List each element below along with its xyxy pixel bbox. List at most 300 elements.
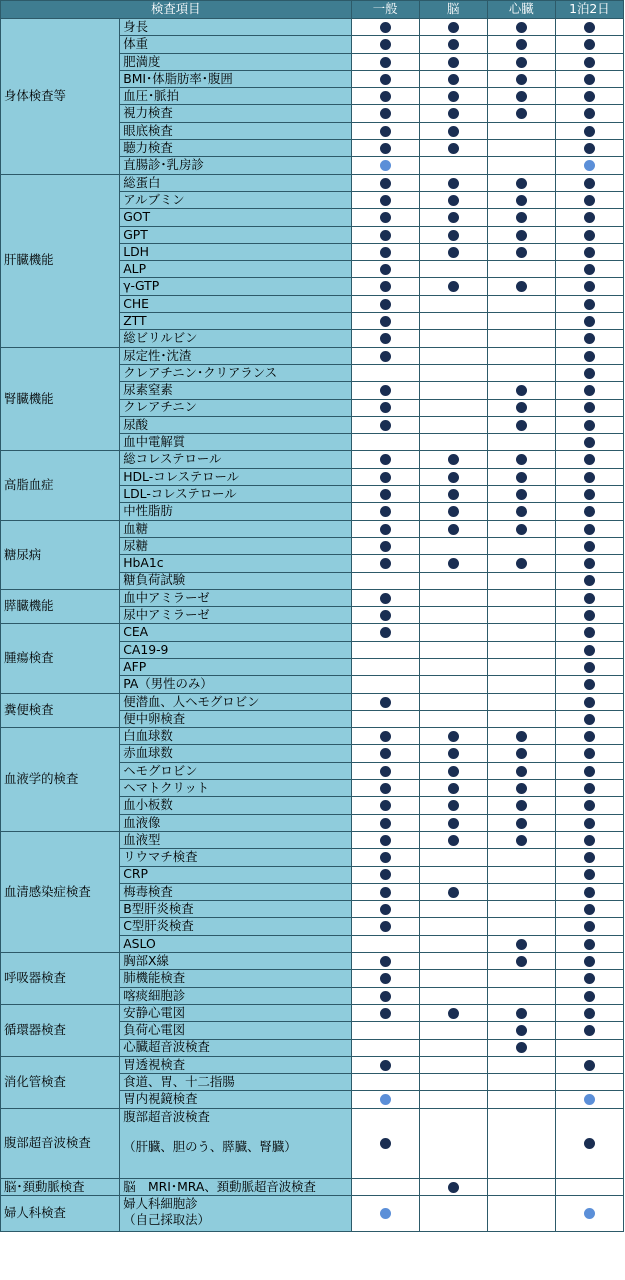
mark-cell-brain bbox=[419, 935, 487, 952]
included-dot-icon bbox=[516, 195, 527, 206]
mark-cell-brain bbox=[419, 1004, 487, 1021]
table-row bbox=[1, 520, 624, 537]
included-dot-icon bbox=[516, 748, 527, 759]
mark-cell-overnight bbox=[555, 243, 623, 260]
category-cell: 腎臓機能 bbox=[1, 347, 120, 451]
table-row bbox=[1, 451, 624, 468]
mark-cell-brain bbox=[419, 658, 487, 675]
mark-cell-overnight bbox=[555, 36, 623, 53]
mark-cell-brain bbox=[419, 313, 487, 330]
mark-cell-heart bbox=[487, 313, 555, 330]
mark-cell-overnight bbox=[555, 174, 623, 191]
mark-cell-brain bbox=[419, 157, 487, 174]
mark-cell-heart bbox=[487, 520, 555, 537]
included-dot-icon bbox=[380, 524, 391, 535]
included-dot-icon bbox=[380, 22, 391, 33]
mark-cell-heart bbox=[487, 987, 555, 1004]
mark-cell-general bbox=[351, 1022, 419, 1039]
included-dot-icon bbox=[380, 627, 391, 638]
category-cell: 肝臓機能 bbox=[1, 174, 120, 347]
mark-cell-overnight bbox=[555, 831, 623, 848]
included-dot-icon bbox=[516, 57, 527, 68]
included-dot-icon bbox=[584, 1008, 595, 1019]
included-dot-icon bbox=[584, 437, 595, 448]
mark-cell-brain bbox=[419, 607, 487, 624]
included-dot-icon bbox=[448, 212, 459, 223]
mark-cell-general bbox=[351, 70, 419, 87]
included-dot-icon bbox=[380, 956, 391, 967]
mark-cell-overnight bbox=[555, 53, 623, 70]
mark-cell-heart bbox=[487, 503, 555, 520]
mark-cell-brain bbox=[419, 416, 487, 433]
mark-cell-brain bbox=[419, 434, 487, 451]
item-cell: 血中アミラーゼ bbox=[120, 589, 351, 606]
mark-cell-general bbox=[351, 658, 419, 675]
mark-cell-heart bbox=[487, 797, 555, 814]
mark-cell-overnight bbox=[555, 935, 623, 952]
item-cell: アルブミン bbox=[120, 191, 351, 208]
mark-cell-overnight bbox=[555, 987, 623, 1004]
mark-cell-general bbox=[351, 209, 419, 226]
mark-cell-brain bbox=[419, 486, 487, 503]
mark-cell-general bbox=[351, 122, 419, 139]
mark-cell-heart bbox=[487, 1074, 555, 1091]
included-dot-icon bbox=[380, 91, 391, 102]
included-dot-icon bbox=[380, 921, 391, 932]
mark-cell-brain bbox=[419, 1091, 487, 1108]
mark-cell-overnight bbox=[555, 918, 623, 935]
included-dot-icon bbox=[448, 454, 459, 465]
included-dot-icon bbox=[380, 887, 391, 898]
item-cell: 胃透視検査 bbox=[120, 1056, 351, 1073]
included-dot-icon bbox=[516, 22, 527, 33]
mark-cell-brain bbox=[419, 970, 487, 987]
mark-cell-general bbox=[351, 676, 419, 693]
mark-cell-general bbox=[351, 831, 419, 848]
item-line: （自己採取法） bbox=[123, 1212, 210, 1228]
included-dot-icon bbox=[448, 766, 459, 777]
category-cell: 循環器検査 bbox=[1, 1004, 120, 1056]
mark-cell-general bbox=[351, 710, 419, 727]
mark-cell-overnight bbox=[555, 849, 623, 866]
table-row bbox=[1, 19, 624, 36]
mark-cell-overnight bbox=[555, 641, 623, 658]
mark-cell-heart bbox=[487, 1178, 555, 1195]
included-dot-icon bbox=[516, 783, 527, 794]
item-cell: 便潜血、人ヘモグロビン bbox=[120, 693, 351, 710]
included-dot-icon bbox=[584, 281, 595, 292]
table-row bbox=[1, 589, 624, 606]
included-dot-icon bbox=[380, 472, 391, 483]
included-dot-icon bbox=[584, 472, 595, 483]
header-course-general: 一般 bbox=[351, 1, 419, 19]
included-dot-icon bbox=[584, 402, 595, 413]
item-cell: GOT bbox=[120, 209, 351, 226]
included-dot-icon bbox=[516, 956, 527, 967]
item-cell: 眼底検査 bbox=[120, 122, 351, 139]
included-dot-icon bbox=[584, 212, 595, 223]
included-dot-icon bbox=[584, 921, 595, 932]
mark-cell-general bbox=[351, 243, 419, 260]
mark-cell-heart bbox=[487, 970, 555, 987]
included-dot-icon bbox=[448, 472, 459, 483]
included-dot-icon bbox=[584, 454, 595, 465]
header-row bbox=[1, 1, 624, 19]
included-dot-icon bbox=[516, 800, 527, 811]
mark-cell-overnight bbox=[555, 883, 623, 900]
mark-cell-heart bbox=[487, 468, 555, 485]
included-dot-icon bbox=[516, 766, 527, 777]
mark-cell-general bbox=[351, 313, 419, 330]
included-dot-icon bbox=[448, 22, 459, 33]
item-cell: 尿糖 bbox=[120, 537, 351, 554]
table-row bbox=[1, 347, 624, 364]
item-cell: 糖負荷試験 bbox=[120, 572, 351, 589]
included-dot-icon bbox=[380, 731, 391, 742]
included-dot-icon bbox=[584, 351, 595, 362]
mark-cell-general bbox=[351, 382, 419, 399]
category-cell: 糖尿病 bbox=[1, 520, 120, 589]
item-cell: 心臓超音波検査 bbox=[120, 1039, 351, 1056]
mark-cell-brain bbox=[419, 849, 487, 866]
item-cell: 尿定性･沈渣 bbox=[120, 347, 351, 364]
mark-cell-heart bbox=[487, 157, 555, 174]
mark-cell-brain bbox=[419, 814, 487, 831]
included-dot-icon bbox=[380, 333, 391, 344]
mark-cell-heart bbox=[487, 70, 555, 87]
included-dot-icon bbox=[516, 385, 527, 396]
mark-cell-general bbox=[351, 364, 419, 381]
included-dot-icon bbox=[448, 835, 459, 846]
mark-cell-general bbox=[351, 157, 419, 174]
mark-cell-overnight bbox=[555, 607, 623, 624]
included-dot-icon bbox=[516, 281, 527, 292]
item-cell: LDH bbox=[120, 243, 351, 260]
included-dot-icon bbox=[584, 385, 595, 396]
mark-cell-brain bbox=[419, 243, 487, 260]
included-dot-icon bbox=[448, 558, 459, 569]
category-cell: 高脂血症 bbox=[1, 451, 120, 520]
included-dot-icon bbox=[448, 887, 459, 898]
included-dot-icon bbox=[380, 610, 391, 621]
mark-cell-brain bbox=[419, 468, 487, 485]
included-dot-icon bbox=[584, 593, 595, 604]
mark-cell-brain bbox=[419, 53, 487, 70]
mark-cell-overnight bbox=[555, 1178, 623, 1195]
mark-cell-general bbox=[351, 295, 419, 312]
included-dot-icon bbox=[584, 714, 595, 725]
mark-cell-brain bbox=[419, 624, 487, 641]
item-cell: 安静心電図 bbox=[120, 1004, 351, 1021]
mark-cell-overnight bbox=[555, 589, 623, 606]
mark-cell-heart bbox=[487, 209, 555, 226]
included-dot-icon bbox=[448, 126, 459, 137]
mark-cell-general bbox=[351, 589, 419, 606]
included-dot-icon bbox=[516, 731, 527, 742]
included-dot-icon bbox=[380, 108, 391, 119]
included-dot-icon bbox=[584, 800, 595, 811]
included-dot-icon bbox=[380, 506, 391, 517]
included-dot-icon bbox=[516, 489, 527, 500]
mark-cell-brain bbox=[419, 19, 487, 36]
included-dot-icon bbox=[516, 472, 527, 483]
mark-cell-heart bbox=[487, 745, 555, 762]
mark-cell-heart bbox=[487, 693, 555, 710]
included-dot-icon bbox=[584, 1025, 595, 1036]
optional-dot-icon bbox=[584, 160, 595, 171]
included-dot-icon bbox=[584, 108, 595, 119]
mark-cell-overnight bbox=[555, 122, 623, 139]
included-dot-icon bbox=[584, 956, 595, 967]
mark-cell-overnight bbox=[555, 434, 623, 451]
included-dot-icon bbox=[516, 454, 527, 465]
included-dot-icon bbox=[380, 281, 391, 292]
mark-cell-overnight bbox=[555, 105, 623, 122]
optional-dot-icon bbox=[380, 160, 391, 171]
included-dot-icon bbox=[516, 402, 527, 413]
mark-cell-overnight bbox=[555, 572, 623, 589]
mark-cell-overnight bbox=[555, 710, 623, 727]
included-dot-icon bbox=[516, 420, 527, 431]
mark-cell-brain bbox=[419, 641, 487, 658]
mark-cell-brain bbox=[419, 520, 487, 537]
mark-cell-overnight bbox=[555, 901, 623, 918]
item-cell: C型肝炎検査 bbox=[120, 918, 351, 935]
mark-cell-overnight bbox=[555, 140, 623, 157]
mark-cell-heart bbox=[487, 1196, 555, 1232]
table-row bbox=[1, 693, 624, 710]
mark-cell-general bbox=[351, 987, 419, 1004]
included-dot-icon bbox=[380, 973, 391, 984]
mark-cell-general bbox=[351, 797, 419, 814]
mark-cell-brain bbox=[419, 382, 487, 399]
included-dot-icon bbox=[448, 230, 459, 241]
mark-cell-general bbox=[351, 434, 419, 451]
included-dot-icon bbox=[380, 178, 391, 189]
category-cell: 身体検査等 bbox=[1, 19, 120, 175]
item-cell: 総ビリルビン bbox=[120, 330, 351, 347]
mark-cell-heart bbox=[487, 658, 555, 675]
mark-cell-general bbox=[351, 1178, 419, 1195]
mark-cell-heart bbox=[487, 728, 555, 745]
mark-cell-general bbox=[351, 1039, 419, 1056]
item-cell: BMI･体脂肪率･腹囲 bbox=[120, 70, 351, 87]
item-cell: CEA bbox=[120, 624, 351, 641]
included-dot-icon bbox=[584, 610, 595, 621]
included-dot-icon bbox=[584, 91, 595, 102]
included-dot-icon bbox=[448, 818, 459, 829]
included-dot-icon bbox=[516, 1025, 527, 1036]
mark-cell-general bbox=[351, 555, 419, 572]
mark-cell-heart bbox=[487, 814, 555, 831]
mark-cell-overnight bbox=[555, 209, 623, 226]
mark-cell-heart bbox=[487, 243, 555, 260]
item-cell: ヘモグロビン bbox=[120, 762, 351, 779]
mark-cell-general bbox=[351, 572, 419, 589]
included-dot-icon bbox=[448, 108, 459, 119]
mark-cell-heart bbox=[487, 434, 555, 451]
included-dot-icon bbox=[448, 489, 459, 500]
item-cell: 脳 MRI･MRA、頚動脈超音波検査 bbox=[120, 1178, 351, 1195]
mark-cell-general bbox=[351, 762, 419, 779]
mark-cell-general bbox=[351, 607, 419, 624]
included-dot-icon bbox=[380, 74, 391, 85]
included-dot-icon bbox=[380, 852, 391, 863]
mark-cell-overnight bbox=[555, 364, 623, 381]
mark-cell-heart bbox=[487, 278, 555, 295]
included-dot-icon bbox=[380, 593, 391, 604]
item-cell: ASLO bbox=[120, 935, 351, 952]
mark-cell-heart bbox=[487, 780, 555, 797]
mark-cell-brain bbox=[419, 1022, 487, 1039]
mark-cell-general bbox=[351, 330, 419, 347]
mark-cell-brain bbox=[419, 710, 487, 727]
mark-cell-overnight bbox=[555, 676, 623, 693]
mark-cell-general bbox=[351, 814, 419, 831]
mark-cell-heart bbox=[487, 191, 555, 208]
included-dot-icon bbox=[584, 506, 595, 517]
mark-cell-brain bbox=[419, 797, 487, 814]
included-dot-icon bbox=[584, 731, 595, 742]
mark-cell-overnight bbox=[555, 745, 623, 762]
mark-cell-brain bbox=[419, 762, 487, 779]
header-course-overnight: 1泊2日 bbox=[555, 1, 623, 19]
included-dot-icon bbox=[380, 454, 391, 465]
included-dot-icon bbox=[584, 627, 595, 638]
mark-cell-overnight bbox=[555, 728, 623, 745]
included-dot-icon bbox=[584, 679, 595, 690]
mark-cell-overnight bbox=[555, 70, 623, 87]
table-row bbox=[1, 1108, 624, 1178]
mark-cell-heart bbox=[487, 883, 555, 900]
mark-cell-brain bbox=[419, 88, 487, 105]
mark-cell-heart bbox=[487, 901, 555, 918]
item-cell: 梅毒検査 bbox=[120, 883, 351, 900]
mark-cell-general bbox=[351, 278, 419, 295]
mark-cell-general bbox=[351, 19, 419, 36]
mark-cell-heart bbox=[487, 347, 555, 364]
item-cell: HDL-コレステロール bbox=[120, 468, 351, 485]
mark-cell-overnight bbox=[555, 503, 623, 520]
included-dot-icon bbox=[584, 887, 595, 898]
mark-cell-brain bbox=[419, 209, 487, 226]
mark-cell-general bbox=[351, 191, 419, 208]
item-cell: リウマチ検査 bbox=[120, 849, 351, 866]
mark-cell-general bbox=[351, 1056, 419, 1073]
item-line: 腹部超音波検査 bbox=[123, 1108, 210, 1124]
mark-cell-heart bbox=[487, 624, 555, 641]
mark-cell-heart bbox=[487, 1004, 555, 1021]
mark-cell-heart bbox=[487, 935, 555, 952]
included-dot-icon bbox=[380, 1008, 391, 1019]
mark-cell-brain bbox=[419, 503, 487, 520]
included-dot-icon bbox=[516, 1042, 527, 1053]
item-cell bbox=[120, 1196, 351, 1232]
included-dot-icon bbox=[380, 1060, 391, 1071]
included-dot-icon bbox=[448, 195, 459, 206]
included-dot-icon bbox=[584, 39, 595, 50]
included-dot-icon bbox=[380, 39, 391, 50]
included-dot-icon bbox=[448, 524, 459, 535]
included-dot-icon bbox=[380, 247, 391, 258]
mark-cell-overnight bbox=[555, 537, 623, 554]
item-cell: 体重 bbox=[120, 36, 351, 53]
mark-cell-overnight bbox=[555, 693, 623, 710]
table-row bbox=[1, 1178, 624, 1195]
item-line: 婦人科細胞診 bbox=[123, 1196, 198, 1211]
mark-cell-general bbox=[351, 1196, 419, 1232]
mark-cell-heart bbox=[487, 105, 555, 122]
item-cell: 血小板数 bbox=[120, 797, 351, 814]
included-dot-icon bbox=[380, 991, 391, 1002]
item-cell: 血糖 bbox=[120, 520, 351, 537]
included-dot-icon bbox=[516, 247, 527, 258]
included-dot-icon bbox=[584, 558, 595, 569]
mark-cell-brain bbox=[419, 987, 487, 1004]
included-dot-icon bbox=[516, 818, 527, 829]
item-cell: CHE bbox=[120, 295, 351, 312]
included-dot-icon bbox=[380, 230, 391, 241]
mark-cell-overnight bbox=[555, 1108, 623, 1178]
category-cell: 腫瘍検査 bbox=[1, 624, 120, 693]
mark-cell-brain bbox=[419, 1039, 487, 1056]
included-dot-icon bbox=[584, 991, 595, 1002]
included-dot-icon bbox=[584, 575, 595, 586]
table-row bbox=[1, 1056, 624, 1073]
included-dot-icon bbox=[584, 74, 595, 85]
item-cell: ヘマトクリット bbox=[120, 780, 351, 797]
mark-cell-brain bbox=[419, 537, 487, 554]
mark-cell-heart bbox=[487, 953, 555, 970]
included-dot-icon bbox=[380, 558, 391, 569]
mark-cell-heart bbox=[487, 1091, 555, 1108]
mark-cell-heart bbox=[487, 122, 555, 139]
mark-cell-brain bbox=[419, 278, 487, 295]
optional-dot-icon bbox=[584, 1208, 595, 1219]
item-cell: ALP bbox=[120, 261, 351, 278]
mark-cell-overnight bbox=[555, 191, 623, 208]
optional-dot-icon bbox=[584, 1094, 595, 1105]
mark-cell-brain bbox=[419, 122, 487, 139]
item-cell: 胃内視鏡検査 bbox=[120, 1091, 351, 1108]
mark-cell-overnight bbox=[555, 1056, 623, 1073]
included-dot-icon bbox=[584, 316, 595, 327]
mark-cell-heart bbox=[487, 261, 555, 278]
mark-cell-brain bbox=[419, 105, 487, 122]
mark-cell-overnight bbox=[555, 1074, 623, 1091]
included-dot-icon bbox=[448, 178, 459, 189]
mark-cell-heart bbox=[487, 555, 555, 572]
mark-cell-overnight bbox=[555, 1039, 623, 1056]
included-dot-icon bbox=[516, 91, 527, 102]
included-dot-icon bbox=[448, 748, 459, 759]
mark-cell-general bbox=[351, 641, 419, 658]
mark-cell-heart bbox=[487, 399, 555, 416]
mark-cell-overnight bbox=[555, 226, 623, 243]
mark-cell-overnight bbox=[555, 866, 623, 883]
item-cell: 負荷心電図 bbox=[120, 1022, 351, 1039]
header-course-brain: 脳 bbox=[419, 1, 487, 19]
mark-cell-heart bbox=[487, 1056, 555, 1073]
included-dot-icon bbox=[584, 973, 595, 984]
included-dot-icon bbox=[584, 1060, 595, 1071]
mark-cell-overnight bbox=[555, 970, 623, 987]
mark-cell-overnight bbox=[555, 347, 623, 364]
included-dot-icon bbox=[584, 126, 595, 137]
mark-cell-overnight bbox=[555, 19, 623, 36]
mark-cell-heart bbox=[487, 572, 555, 589]
mark-cell-heart bbox=[487, 486, 555, 503]
